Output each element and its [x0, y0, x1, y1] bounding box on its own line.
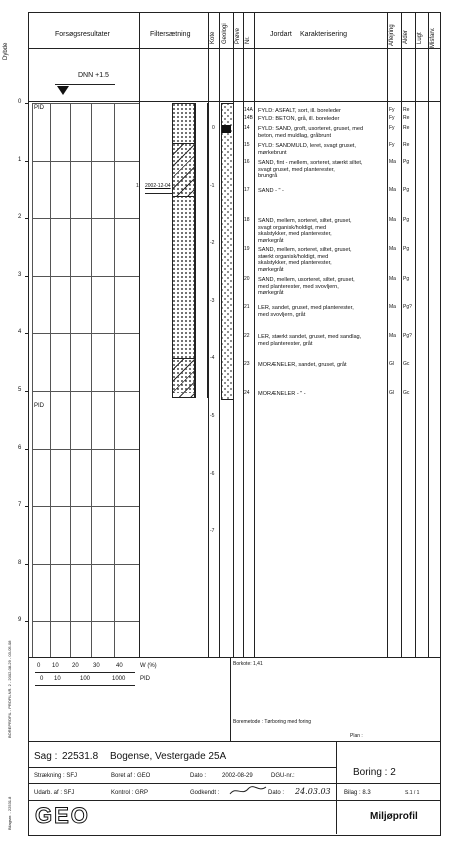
sag-place: Bogense, Vestergade 25A: [110, 751, 227, 762]
w-scale-tick: 10: [52, 663, 59, 669]
sample-aflejring: Ma: [389, 246, 396, 252]
grid-vline: [114, 103, 115, 657]
kote-tick-label: -6: [210, 470, 215, 477]
depth-tick-label: 3: [18, 271, 22, 278]
kontrol: Kontrol : GRP: [111, 790, 149, 796]
kote-header: Kote: [210, 31, 216, 44]
sample-description: [258, 277, 355, 297]
sample-aflejring: Gl: [389, 361, 394, 367]
col-divider-kote: [208, 12, 209, 657]
sample-aflejring: Ma: [389, 187, 396, 193]
sample-aflejring: Ma: [389, 304, 396, 310]
sample-description-line: med planterester, med svovljern,: [258, 283, 339, 290]
w-scale-tick: 30: [93, 663, 100, 669]
grid-vline: [70, 103, 71, 657]
sample-description-line: SAND, fint - mellem, sorteret, stærkt siltet,: [258, 160, 363, 166]
godkendt: Godkendt :: [190, 790, 220, 796]
dato2-label: Dato :: [268, 790, 285, 796]
sample-number: 16: [244, 159, 250, 165]
prove-header: Prøve: [235, 27, 241, 44]
depth-tick-label: 7: [18, 502, 22, 509]
col-divider-jordart: [254, 12, 255, 657]
depth-tick-label: 2: [18, 214, 22, 221]
sample-number: 21: [244, 304, 250, 310]
sample-description-line: SAND, mellem, sorteret, siltet, gruset,: [258, 247, 352, 253]
side-text-2: Bilagsnr. - 22531.8: [7, 796, 12, 830]
depth-tick-label: 9: [18, 617, 22, 624]
depth-tick: [25, 161, 29, 162]
sample-description-line: SAND - " -: [258, 188, 284, 194]
dnn-line: [55, 84, 115, 85]
grid-hline: [32, 564, 139, 565]
alder-header: Alder: [403, 29, 409, 44]
bilag: Bilag : 8.3: [344, 790, 371, 796]
sample-aflejring: Ma: [389, 217, 396, 223]
grid-hline: [32, 103, 139, 104]
sample-aflejring: Fy: [389, 125, 395, 131]
sample-description: [258, 305, 354, 318]
lower-divider: [230, 657, 231, 741]
sample-description-line: LER, stærkt sandet, gruset, med sandlag,: [258, 334, 362, 340]
sample-description-line: mørkebrunt: [258, 149, 287, 156]
dato1-label: Dato :: [190, 773, 207, 779]
grid-hline: [32, 391, 139, 392]
sample-number: 15: [244, 142, 250, 148]
sample-description-line: FYLD: SANDMULD, leret, svagt gruset,: [258, 143, 356, 149]
sample-alder: Pg: [403, 246, 410, 252]
title-block-rule-4: [28, 800, 440, 801]
sample-description-line: med planterester, gråt: [258, 340, 313, 347]
dato2: 24.03.03: [295, 787, 331, 796]
title-block-divider-v: [336, 741, 337, 834]
sample-description-line: FYLD: BETON, grå, ill. boreleder: [258, 116, 340, 122]
sample-description-line: brungrå: [258, 173, 278, 180]
karakterisering-header: Karakterisering: [300, 31, 348, 38]
sample-aflejring: Ma: [389, 276, 396, 282]
sample-alder: Re: [403, 142, 410, 148]
col-divider-geologi: [219, 12, 220, 657]
sample-alder: Gc: [403, 390, 410, 396]
grid-vline: [32, 103, 33, 657]
sample-number: 22: [244, 333, 250, 339]
sample-description-line: mørkegråt: [258, 290, 284, 297]
water-level-marker-icon: [57, 86, 69, 96]
misfarv-header: Misfarv.: [430, 27, 436, 48]
header-rule: [28, 48, 440, 49]
filter-pipe: [194, 103, 208, 398]
sample-number: 14: [244, 125, 250, 131]
sample-number: 14A: [244, 107, 253, 113]
sample-description: [258, 116, 339, 123]
side-text-1: BOREPROFIL - PROFILNR. 2 - 2002-08-29 - 03-05-08: [7, 640, 12, 738]
sample-alder: Re: [403, 107, 410, 113]
grid-vline: [91, 103, 92, 657]
straekning: Strækning : SFJ: [34, 773, 78, 779]
sample-alder: Pg: [403, 217, 410, 223]
w-scale-tick: 0: [37, 663, 41, 669]
col-divider-alder: [401, 12, 402, 657]
col-divider-misfarv: [428, 12, 429, 657]
depth-tick-label: 5: [18, 387, 22, 393]
sample-description-line: FYLD: SAND, groft, usorteret, gruset, med: [258, 126, 364, 132]
w-scale-line: [35, 672, 135, 673]
sample-description: [258, 143, 356, 156]
grid-hline: [32, 506, 139, 507]
col-divider-lugt: [415, 12, 416, 657]
sample-description-line: beton, med muldlag, gråbrunt: [258, 132, 332, 139]
sample-aflejring: Ma: [389, 333, 396, 339]
sample-description-line: mørkegråt: [258, 237, 284, 244]
geo-logo: GEO: [35, 803, 90, 828]
sample-description-line: LER, sandet, gruset, med planterester,: [258, 305, 354, 311]
water-date: 2002-12-04: [145, 183, 171, 189]
sample-number: 20: [244, 276, 250, 282]
page-number: S.1 / 1: [405, 790, 420, 796]
kote-tick-label: -7: [210, 528, 215, 535]
sag-label: Sag :: [34, 751, 58, 762]
col-divider-filter: [139, 12, 140, 657]
profile-title: Miljøprofil: [370, 811, 418, 822]
sample-aflejring: Fy: [389, 142, 395, 148]
pid-scale-tick: 100: [80, 676, 91, 682]
sample-number: 18: [244, 217, 250, 223]
depth-tick: [25, 449, 29, 450]
sample-alder: Pg?: [403, 304, 412, 310]
grid-hline: [32, 276, 139, 277]
pid-scale-tick: 0: [40, 676, 44, 682]
boremetode: Boremetode : Tørboring med foring: [233, 719, 312, 725]
udarb-af: Udarb. af : SFJ: [34, 790, 75, 796]
water-mark-label: 1:: [136, 183, 141, 189]
grid-vline: [50, 103, 51, 657]
boring-label: Boring : 2: [353, 767, 396, 778]
kote-tick-label: -4: [210, 355, 215, 362]
depth-tick: [25, 276, 29, 277]
sample-description-line: mørkegråt: [258, 266, 284, 273]
grid-hline: [32, 449, 139, 450]
depth-tick: [25, 333, 29, 334]
depth-tick-label: 0: [18, 99, 22, 105]
grid-hline: [32, 333, 139, 334]
kote-tick-label: -3: [210, 297, 215, 304]
sample-alder: Pg: [403, 276, 410, 282]
sheet-frame: [28, 12, 441, 836]
results-bottom-rule: [28, 657, 440, 658]
title-block-rule-1: [28, 741, 440, 742]
depth-tick: [25, 506, 29, 507]
sample-description: [258, 334, 361, 347]
col-divider-aflejring: [387, 12, 388, 657]
pid-scale-line: [35, 685, 135, 686]
sample-aflejring: Fy: [389, 115, 395, 121]
jordart-header: Jordart: [270, 31, 292, 38]
w-scale-tick: 40: [116, 663, 123, 669]
depth-tick: [25, 391, 29, 392]
title-block-rule-2: [28, 767, 336, 768]
pid-scale-tick: 10: [54, 676, 61, 682]
sample-description: [258, 108, 341, 115]
sample-description-line: SAND, mellem, usorteret, siltet, gruset,: [258, 277, 355, 283]
aflejring-header: Aflejring: [389, 24, 395, 46]
sample-alder: Re: [403, 125, 410, 131]
sample-description-line: svagt organisk/holdigt, med: [258, 224, 327, 231]
sample-alder: Pg: [403, 159, 410, 165]
depth-tick-label: 1: [18, 156, 22, 163]
sample-description: [258, 218, 352, 244]
sample-description: [258, 126, 363, 139]
sample-alder: Pg: [403, 187, 410, 193]
filter-header: Filtersætning: [150, 31, 191, 38]
depth-tick-label: 6: [18, 444, 22, 451]
sample-description-line: svagt gruset, med planterester,: [258, 166, 335, 173]
sample-aflejring: Fy: [389, 107, 395, 113]
kote-tick-label: -5: [210, 412, 215, 419]
lugt-header: Lugt: [417, 32, 423, 44]
sample-number: 14B: [244, 115, 253, 121]
kote-tick-label: -2: [210, 240, 215, 247]
sample-description: [258, 160, 362, 180]
geologi-header: Geologi: [222, 23, 228, 44]
nr-header: Nr.: [245, 36, 251, 44]
depth-tick: [25, 103, 29, 104]
sample-description-line: skalstykker, med planterester,: [258, 260, 332, 267]
signature: [228, 784, 268, 798]
grid-hline: [32, 621, 139, 622]
grid-hline: [32, 161, 139, 162]
dnn-label: DNN +1.5: [78, 72, 109, 79]
pid-top-label: PID: [34, 105, 45, 111]
ground-rule: [28, 101, 440, 102]
sample-number: 17: [244, 187, 250, 193]
sample-description-line: med svovljern, gråt: [258, 311, 306, 318]
sample-description: [258, 247, 352, 273]
geology-column: [221, 103, 234, 400]
forsog-header: Forsøgsresultater: [55, 31, 110, 38]
borkote: Borkote: 1,41: [233, 661, 263, 667]
dgu-nr: DGU-nr.:: [271, 773, 295, 779]
water-line: [145, 193, 172, 194]
sample-aflejring: Ma: [389, 159, 396, 165]
sample-description-line: MORÆNELER, sandet, gruset, gråt: [258, 362, 347, 368]
depth-tick: [25, 621, 29, 622]
sample-alder: Pg?: [403, 333, 412, 339]
sample-alder: Gc: [403, 361, 410, 367]
sample-aflejring: Gl: [389, 390, 394, 396]
pid-scale-tick: 1000: [112, 676, 126, 682]
sample-number: 19: [244, 246, 250, 252]
sample-description-line: MORÆNELER - " -: [258, 391, 306, 397]
sample-description-line: FYLD: ASFALT, sort, ill. boreleder: [258, 108, 341, 114]
kote-tick-label: -1: [210, 182, 215, 189]
sample-description: [258, 391, 306, 398]
sample-description: [258, 188, 284, 195]
depth-tick-label: 4: [18, 329, 22, 336]
filter-outline: [172, 103, 196, 398]
kote-tick-label: 0: [212, 124, 215, 131]
dybde-label: Dybde: [3, 42, 9, 60]
sag-number: 22531.8: [62, 751, 99, 762]
dato1: 2002-08-29: [222, 773, 253, 779]
w-scale-label: W (%): [140, 663, 157, 669]
depth-tick: [25, 218, 29, 219]
sample-description-line: skalstykker, med planterester,: [258, 231, 332, 238]
depth-tick: [25, 564, 29, 565]
sample-description-line: stærkt organisk/holdigt, med: [258, 253, 329, 260]
asphalt-layer: [222, 125, 231, 133]
w-scale-tick: 20: [72, 663, 79, 669]
grid-hline: [32, 218, 139, 219]
sample-alder: Re: [403, 115, 410, 121]
sample-number: 23: [244, 361, 250, 367]
sample-number: 24: [244, 390, 250, 396]
sample-description-line: SAND, mellem, sorteret, siltet, gruset,: [258, 218, 352, 224]
sample-description: [258, 362, 347, 369]
pid-scale-label: PID: [140, 676, 151, 682]
boret-af: Boret af : GEO: [111, 773, 151, 779]
pid-bottom-label: PID: [34, 403, 45, 409]
depth-tick-label: 8: [18, 559, 22, 566]
plan-label: Plan :: [350, 733, 363, 739]
